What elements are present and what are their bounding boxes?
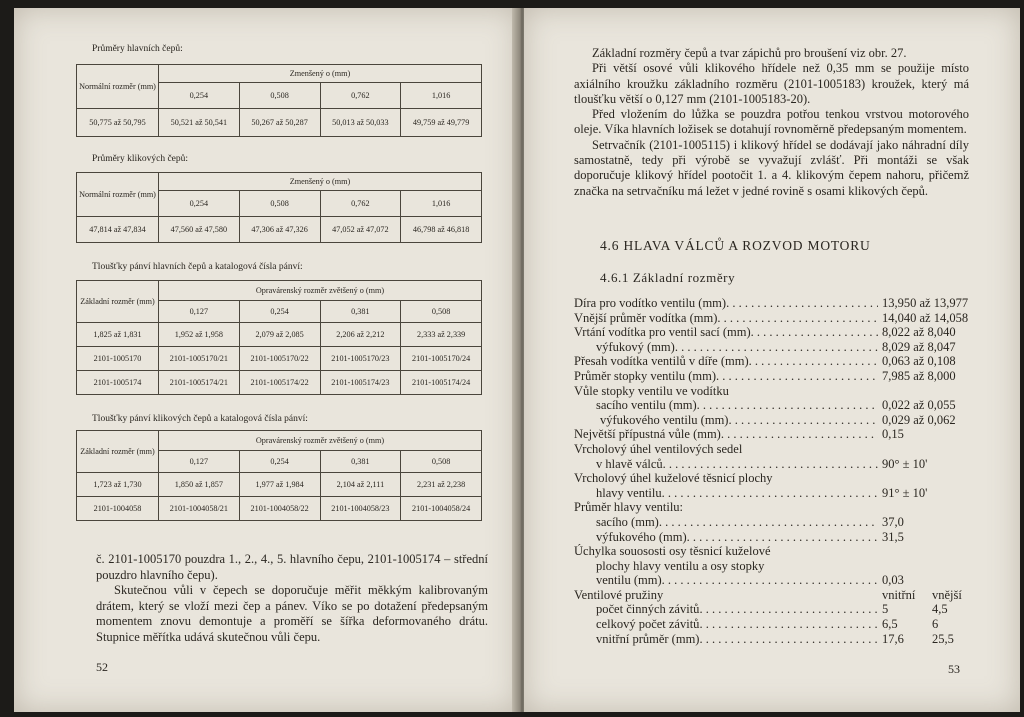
spec-label-area: [574, 398, 878, 413]
table3-size: 0,254: [239, 301, 320, 323]
spec-row: [574, 296, 974, 311]
spec-value: 8,022 až 8,040: [882, 325, 956, 340]
left-paragraph: Skutečnou vůli v čepech se doporučuje měřit měkkým kalibrovaným drátem, který se vloží mezi čep a pánev. Víko se po dotažení předepsaným momentem znovu demontuje a proměří se šířka deformovaného drátu. Stupnice měřítka udává skutečnou vůli čepu.: [96, 583, 488, 644]
spec-label-area: [574, 369, 878, 384]
spec-value: 0,15: [882, 427, 904, 442]
table2-size: 0,762: [320, 191, 401, 217]
spec-label-area: [574, 588, 878, 603]
spec-row: [574, 384, 974, 399]
table-cell: 1,952 až 1,958: [159, 323, 240, 347]
spec-label: Průměr stopky ventilu (mm) . . .: [574, 369, 716, 384]
table-cell: 1,850 až 1,857: [159, 473, 240, 497]
spec-label: sacího (mm) . . .: [596, 515, 659, 530]
table2-size: 0,254: [159, 191, 240, 217]
spec-label: Vůle stopky ventilu ve vodítku: [574, 383, 729, 398]
main-journal-table: [76, 64, 482, 137]
spec-label: Vrcholový úhel kuželové těsnicí plochy: [574, 471, 773, 486]
table1-head-group: Zmenšený o (mm): [159, 65, 482, 83]
spec-label-area: [574, 573, 878, 588]
spec-row: [574, 486, 974, 501]
spec-label-area: [574, 427, 878, 442]
table-row: [77, 109, 482, 137]
main-bearing-shell-table: [76, 280, 482, 395]
spec-row: [574, 340, 974, 355]
right-intro-text: [574, 46, 969, 199]
table-cell: 2,104 až 2,111: [320, 473, 401, 497]
table-row: [77, 323, 482, 347]
spec-row: [574, 471, 974, 486]
table-cell: 2,333 až 2,339: [401, 323, 482, 347]
table-cell: 2,231 až 2,238: [401, 473, 482, 497]
spec-value: 8,029 až 8,047: [882, 339, 956, 354]
spec-label-area: [574, 354, 878, 369]
spec-label: Ventilové pružiny: [574, 587, 664, 602]
table-cell: 2101-1004058/22: [239, 497, 320, 521]
spec-row: [574, 559, 974, 574]
spec-row: [574, 573, 974, 588]
spec-value: 0,022 až 0,055: [882, 398, 956, 413]
spec-label: počet činných závitů . . .: [596, 602, 699, 617]
spec-row: [574, 457, 974, 472]
table4-size: 0,254: [239, 451, 320, 473]
spec-row: [574, 311, 974, 326]
table-cell: 2101-1004058/24: [401, 497, 482, 521]
spec-label: vnitřní průměr (mm) . . .: [596, 632, 699, 647]
spec-row: [574, 515, 974, 530]
table-cell: 47,560 až 47,580: [159, 217, 240, 243]
table2-size: 0,508: [239, 191, 320, 217]
spec-row: [574, 588, 974, 603]
table-cell: 2101-1005174/21: [159, 371, 240, 395]
spec-label: Největší přípustná vůle (mm) . . .: [574, 427, 721, 442]
table-cell: 50,267 až 50,287: [239, 109, 320, 137]
spec-label-area: [574, 602, 878, 617]
table-cell: 50,775 až 50,795: [77, 109, 159, 137]
spec-value: 6,5: [882, 617, 898, 632]
table-row: [77, 217, 482, 243]
table-cell: 2101-1005170: [77, 347, 159, 371]
spec-label: plochy hlavy ventilu a osy stopky: [596, 558, 765, 573]
table-row: [77, 473, 482, 497]
spec-row: [574, 617, 974, 632]
spec-value: 31,5: [882, 529, 904, 544]
left-paragraph: č. 2101-1005170 pouzdra 1., 2., 4., 5. hlavního čepu, 2101-1005174 – střední pouzdro hlavního čepu).: [96, 552, 488, 582]
spec-label: výfukový (mm) . . .: [596, 340, 675, 355]
spec-row: [574, 544, 974, 559]
table1-size: 0,254: [159, 83, 240, 109]
spec-value: vnitřní: [882, 587, 916, 602]
table2-caption: Průměry klikových čepů:: [92, 154, 189, 164]
spec-label-area: [574, 471, 878, 486]
table-row: [77, 371, 482, 395]
table3-size: 0,127: [159, 301, 240, 323]
table1-size: 0,508: [239, 83, 320, 109]
spec-label: Průměr hlavy ventilu:: [574, 500, 684, 515]
table-row: [77, 497, 482, 521]
table-cell: 2101-1005174/24: [401, 371, 482, 395]
table1-head-col1: Normální rozměr (mm): [77, 65, 159, 109]
crank-journal-table: [76, 172, 482, 243]
spec-label-area: [574, 384, 878, 399]
spec-row: [574, 530, 974, 545]
table3-caption: Tloušťky pánví hlavních čepů a katalogová čísla pánví:: [92, 262, 303, 272]
table4-caption: Tloušťky pánví klikových čepů a katalogová čísla pánví:: [92, 414, 308, 424]
table3-size: 0,508: [401, 301, 482, 323]
table-cell: 2101-1005170/24: [401, 347, 482, 371]
spec-label-area: [574, 486, 878, 501]
table-cell: 2101-1005170/23: [320, 347, 401, 371]
spec-row: [574, 632, 974, 647]
spec-label: výfukového (mm) . . .: [596, 530, 687, 545]
spec-row: [574, 369, 974, 384]
spec-value: 17,6: [882, 631, 904, 646]
table1-caption: Průměry hlavních čepů:: [92, 44, 183, 54]
spec-label-area: [574, 530, 878, 545]
table4-size: 0,381: [320, 451, 401, 473]
table-cell: 2101-1004058/23: [320, 497, 401, 521]
page-number-right: 53: [948, 662, 960, 676]
spec-value-secondary: 25,5: [932, 631, 954, 646]
table-row: [77, 347, 482, 371]
right-paragraph: Základní rozměry čepů a tvar zápichů pro broušení viz obr. 27.: [592, 46, 907, 60]
spec-label-area: [574, 457, 878, 472]
spec-label: ventilu (mm) . . .: [596, 573, 662, 588]
spec-label-area: [574, 515, 878, 530]
table-cell: 2101-1004058: [77, 497, 159, 521]
table-cell: 47,306 až 47,326: [239, 217, 320, 243]
table-cell: 47,814 až 47,834: [77, 217, 159, 243]
spec-label: Přesah vodítka ventilů v díře (mm) . . .: [574, 354, 749, 369]
right-paragraph: Při větší osové vůli klikového hřídele než 0,35 mm se použije místo axiálního kroužku základního rozměru (2101-1005183) kroužek, který má tloušťku větší o 0,127 mm (2101-1005183-20).: [574, 61, 969, 106]
spec-label: Vrtání vodítka pro ventil sací (mm) . . .: [574, 325, 751, 340]
table3-size: 0,381: [320, 301, 401, 323]
spec-value: 90° ± 10': [882, 456, 928, 471]
left-body-text: [96, 552, 488, 645]
spec-row: [574, 354, 974, 369]
table-cell: 1,825 až 1,831: [77, 323, 159, 347]
subsection-heading: 4.6.1 Základní rozměry: [600, 270, 736, 285]
spec-label-area: [574, 632, 878, 647]
table4-head-col1: Základní rozměr (mm): [77, 431, 159, 473]
spec-label: Vrcholový úhel ventilových sedel: [574, 441, 743, 456]
spec-label-area: [574, 325, 878, 340]
spec-label: Vnější průměr vodítka (mm) . . .: [574, 311, 717, 326]
right-paragraph: Před vložením do lůžka se pouzdra potřou tenkou vrstvou motorového oleje. Víka hlavních ložisek se dotahují rovnoměrně předepsaným momentem.: [574, 107, 969, 137]
spec-label: sacího ventilu (mm) . . .: [596, 398, 697, 413]
table-cell: 2101-1005170/21: [159, 347, 240, 371]
spec-row: [574, 442, 974, 457]
table4-size: 0,508: [401, 451, 482, 473]
table-cell: 49,759 až 49,779: [401, 109, 482, 137]
table1-size: 1,016: [401, 83, 482, 109]
spec-label: celkový počet závitů . . .: [596, 617, 699, 632]
table3-head-col1: Základní rozměr (mm): [77, 281, 159, 323]
table-cell: 2101-1005174/23: [320, 371, 401, 395]
crank-bearing-shell-table: [76, 430, 482, 521]
right-paragraph: Setrvačník (2101-1005115) i klikový hřídel se dodávají jako náhradní díly samostatně, tedy při výrobě se vyvažují zvlášť. Při montáži se však doporučuje klikový hřídel pootočit 1. a 4. klikovým čepem nahoru, přičemž značka na setrvačníku má ležet v jedné rovině s osami klikových čepů.: [574, 137, 969, 198]
table1-size: 0,762: [320, 83, 401, 109]
spec-label-area: [574, 311, 878, 326]
spec-value-secondary: 6: [932, 617, 939, 632]
spec-row: [574, 398, 974, 413]
spec-value: 13,950 až 13,977: [882, 296, 969, 310]
spec-row: [574, 602, 974, 617]
spec-label: Úchylka souososti osy těsnicí kuželové: [574, 544, 771, 559]
table-cell: 2101-1005174: [77, 371, 159, 395]
table-cell: 46,798 až 46,818: [401, 217, 482, 243]
table4-size: 0,127: [159, 451, 240, 473]
table-cell: 1,977 až 1,984: [239, 473, 320, 497]
spec-label: hlavy ventilu . . .: [596, 486, 662, 501]
table-cell: 2,206 až 2,212: [320, 323, 401, 347]
table-cell: 2101-1005170/22: [239, 347, 320, 371]
table-cell: 2,079 až 2,085: [239, 323, 320, 347]
spec-value: 14,040 až 14,058: [882, 310, 969, 325]
table2-size: 1,016: [401, 191, 482, 217]
table-cell: 2101-1004058/21: [159, 497, 240, 521]
page-number-left: 52: [96, 660, 108, 674]
table3-head-group: Opravárenský rozměr zvětšený o (mm): [159, 281, 482, 301]
spec-value-secondary: vnější: [932, 587, 962, 602]
spec-label-area: [574, 544, 878, 559]
spec-row: [574, 413, 974, 428]
table-cell: 50,521 až 50,541: [159, 109, 240, 137]
spec-value: 7,985 až 8,000: [882, 368, 956, 383]
spec-value: 0,03: [882, 573, 904, 588]
table2-head-group: Zmenšený o (mm): [159, 173, 482, 191]
spec-label: Díra pro vodítko ventilu (mm) . . .: [574, 296, 726, 311]
spec-row: [574, 427, 974, 442]
spec-value: 37,0: [882, 514, 904, 529]
table2-head-col1: Normální rozměr (mm): [77, 173, 159, 217]
spec-value: 0,063 až 0,108: [882, 354, 956, 369]
spec-label-area: [574, 413, 878, 428]
table-cell: 1,723 až 1,730: [77, 473, 159, 497]
spec-label: výfukového ventilu (mm) . . .: [600, 413, 728, 428]
table-cell: 47,052 až 47,072: [320, 217, 401, 243]
spec-label-area: [574, 340, 878, 355]
spec-label-area: [574, 559, 878, 574]
spec-row: [574, 325, 974, 340]
spec-label-area: [574, 442, 878, 457]
spec-list: [574, 296, 974, 646]
spec-label-area: [574, 296, 878, 311]
spec-value: 0,029 až 0,062: [882, 412, 956, 427]
spec-value: 91° ± 10': [882, 485, 928, 500]
spec-row: [574, 500, 974, 515]
table-cell: 50,013 až 50,033: [320, 109, 401, 137]
spec-value: 5: [882, 602, 889, 617]
table-cell: 2101-1005174/22: [239, 371, 320, 395]
spec-value-secondary: 4,5: [932, 602, 948, 617]
section-heading: 4.6 HLAVA VÁLCŮ A ROZVOD MOTORU: [600, 238, 871, 253]
table4-head-group: Opravárenský rozměr zvětšený o (mm): [159, 431, 482, 451]
spec-label-area: [574, 500, 878, 515]
spec-label: v hlavě válců . . .: [596, 457, 663, 472]
spec-label-area: [574, 617, 878, 632]
